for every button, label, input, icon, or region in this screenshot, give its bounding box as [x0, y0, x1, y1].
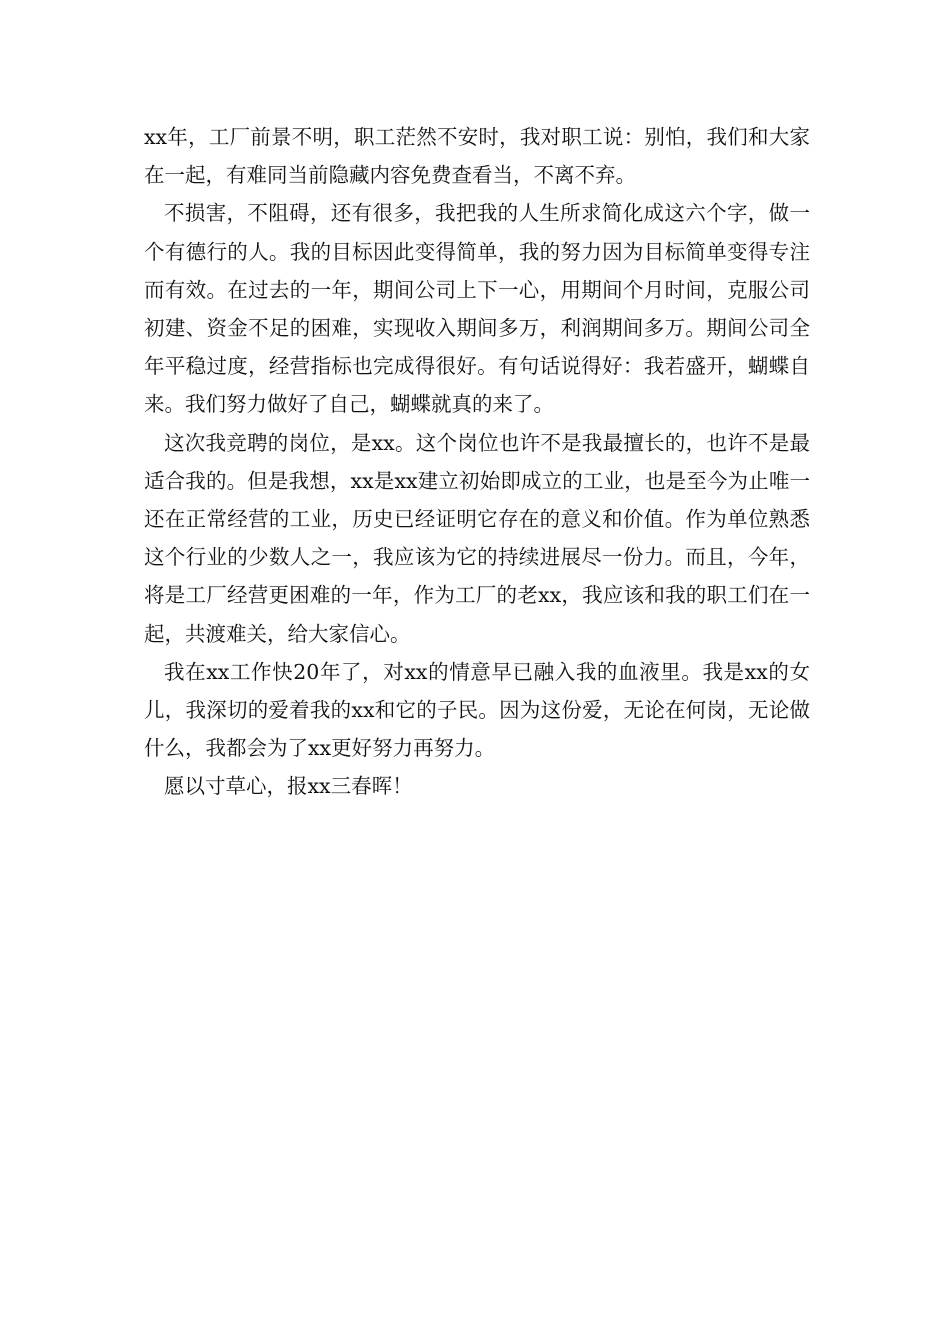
document-body	[144, 118, 810, 806]
paragraph-1: xx年，工厂前景不明，职工茫然不安时，我对职工说：别怕，我们和大家在一起，有难同当前隐藏内容免费查看当，不离不弃。	[144, 125, 810, 188]
paragraph-2: 不损害，不阻碍，还有很多，我把我的人生所求简化成这六个字，做一个有德行的人。我的目标因此变得简单，我的努力因为目标简单变得专注而有效。在过去的一年，期间公司上下一心，用期间个月时间，克服公司初建、资金不足的困难，实现收入期间多万，利润期间多万。期间公司全年平稳过度，经营指标也完成得很好。有句话说得好：我若盛开，蝴蝶自来。我们努力做好了自己，蝴蝶就真的来了。	[144, 201, 810, 417]
paragraph-5: 愿以寸草心，报xx三春晖！	[164, 774, 413, 799]
paragraph-3: 这次我竞聘的岗位，是xx。这个岗位也许不是我最擅长的，也许不是最适合我的。但是我想，xx是xx建立初始即成立的工业，也是至今为止唯一还在正常经营的工业，历史已经证明它存在的意义和价值。作为单位熟悉这个行业的少数人之一，我应该为它的持续进展尽一份力。而且，今年，将是工厂经营更困难的一年，作为工厂的老xx，我应该和我的职工们在一起，共渡难关，给大家信心。	[144, 430, 810, 646]
paragraph-4: 我在xx工作快20年了，对xx的情意早已融入我的血液里。我是xx的女儿，我深切的爱着我的xx和它的子民。因为这份爱，无论在何岗，无论做什么，我都会为了xx更好努力再努力。	[144, 659, 810, 761]
